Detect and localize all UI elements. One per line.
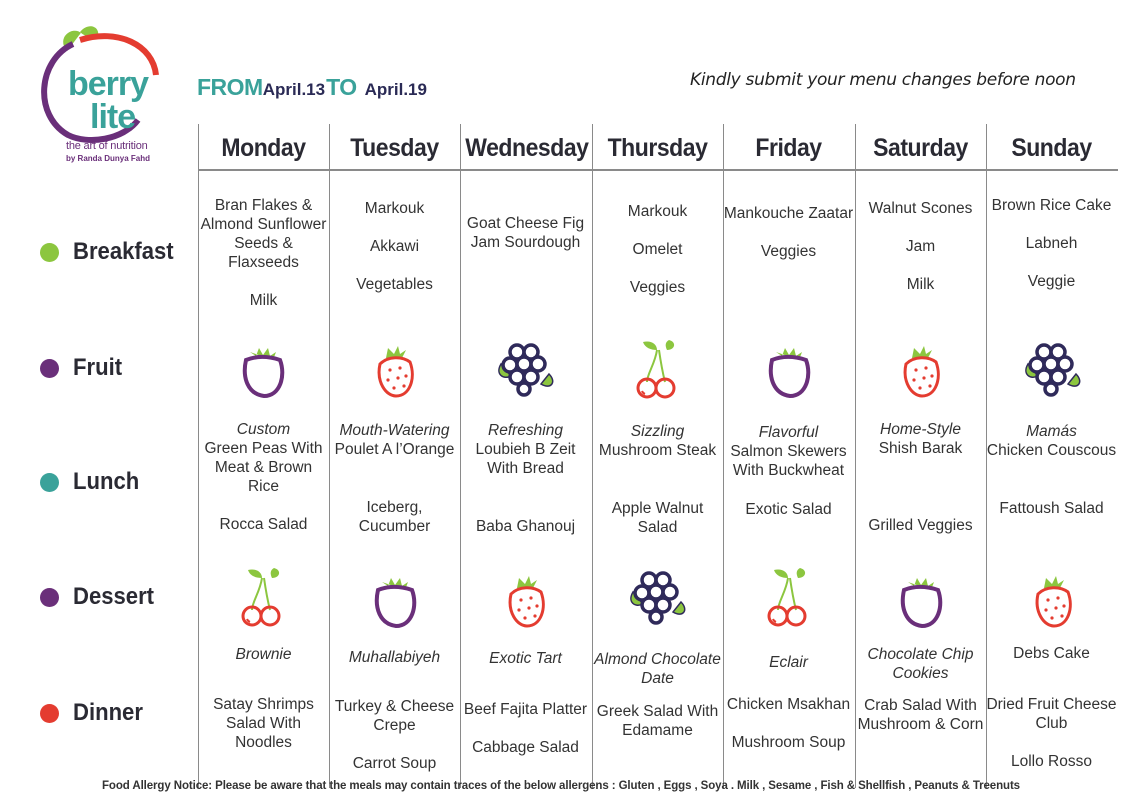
- lunch-monday: [198, 420, 329, 534]
- dinner-wednesday: Beef Fajita Platter Cabbage Salad: [463, 701, 588, 756]
- grapes-icon: [623, 562, 693, 632]
- lunch-wednesday: [460, 421, 591, 536]
- dinner-friday: Chicken Msakhan Mushroom Soup: [726, 696, 851, 751]
- meal-dessert: [40, 583, 161, 611]
- lunch-side: Iceberg, Cucumber: [358, 499, 431, 535]
- plum-icon: [360, 566, 430, 636]
- strawberry-icon: [360, 336, 430, 406]
- meal-dinner: [40, 699, 149, 727]
- lunch-title: Mouth-Watering: [339, 422, 450, 439]
- dessert-saturday: Chocolate Chip Cookies: [867, 646, 974, 682]
- header-divider: [198, 169, 1118, 171]
- grapes-icon: [1018, 334, 1088, 404]
- strawberry-icon: [886, 336, 956, 406]
- lunch-main: Salmon Skewers With Buckwheat: [730, 443, 847, 479]
- day-header-monday: Monday: [221, 134, 306, 162]
- breakfast-thursday: Markouk Omelet Veggies: [627, 203, 688, 296]
- day-header-thursday: Thursday: [607, 134, 708, 162]
- from-date: April.13: [262, 80, 326, 99]
- strawberry-icon: [1018, 566, 1088, 636]
- day-header-sunday: Sunday: [1011, 134, 1092, 162]
- dessert-monday: Brownie: [235, 646, 292, 663]
- dinner-saturday: Crab Salad With Mushroom & Corn: [857, 697, 984, 733]
- menu-change-notice: Kindly submit your menu changes before noon: [690, 70, 1076, 90]
- breakfast-wednesday: Goat Cheese Fig Jam Sourdough: [466, 215, 585, 251]
- dessert-wednesday: Exotic Tart: [489, 650, 562, 667]
- dinner-tuesday: Turkey & Cheese Crepe Carrot Soup: [334, 698, 455, 772]
- lunch-friday: [723, 423, 854, 519]
- dessert-friday: Eclair: [769, 654, 808, 671]
- lunch-tuesday: [329, 421, 460, 536]
- dinner-thursday: Greek Salad With Edamame: [596, 703, 719, 739]
- lunch-thursday: [592, 422, 723, 537]
- logo-tagline: the art of nutrition: [66, 140, 148, 152]
- lunch-title: Flavorful: [758, 424, 819, 441]
- breakfast-dot: [40, 243, 59, 262]
- breakfast-monday: Bran Flakes & Almond Sunflower Seeds & Flaxseeds Milk: [200, 197, 327, 309]
- grapes-icon: [491, 334, 561, 404]
- meal-label: Dinner: [73, 699, 143, 726]
- fruit-dot: [40, 359, 59, 378]
- breakfast-tuesday: Markouk Akkawi Vegetables: [356, 200, 433, 293]
- to-date: April.19: [364, 80, 427, 99]
- dessert-sunday: Debs Cake: [1013, 645, 1090, 662]
- date-range: [197, 74, 427, 101]
- to-label: TO: [326, 74, 357, 100]
- lunch-side: Grilled Veggies: [868, 517, 973, 534]
- logo-byline: by Randa Dunya Fahd: [66, 154, 151, 163]
- cherry-icon: [228, 562, 298, 632]
- lunch-sunday: [986, 422, 1117, 518]
- dinner-sunday: Dried Fruit Cheese Club Lollo Rosso: [986, 696, 1117, 770]
- plum-icon: [754, 336, 824, 406]
- dinner-monday: Satay Shrimps Salad With Noodles: [213, 696, 314, 751]
- lunch-main: Green Peas With Meat & Brown Rice: [204, 440, 323, 495]
- logo-word-lite: lite: [90, 98, 136, 136]
- dessert-thursday: Almond Chocolate Date: [594, 651, 721, 687]
- lunch-saturday: [855, 420, 986, 535]
- meal-label: Breakfast: [73, 238, 174, 265]
- lunch-side: Rocca Salad: [219, 516, 308, 533]
- meal-label: Fruit: [73, 354, 123, 381]
- lunch-main: Chicken Couscous: [986, 442, 1117, 459]
- lunch-side: Exotic Salad: [745, 501, 832, 518]
- lunch-main: Shish Barak: [878, 440, 963, 457]
- plum-icon: [228, 336, 298, 406]
- dessert-tuesday: Muhallabiyeh: [348, 649, 441, 666]
- lunch-title: Sizzling: [630, 423, 685, 440]
- lunch-dot: [40, 473, 59, 492]
- plum-icon: [886, 566, 956, 636]
- lunch-side: Apple Walnut Salad: [611, 500, 704, 536]
- logo-word-berry: berry: [68, 65, 149, 103]
- dinner-dot: [40, 704, 59, 723]
- day-header-wednesday: Wednesday: [465, 134, 589, 162]
- lunch-title: Home-Style: [880, 421, 961, 438]
- allergy-notice: Food Allergy Notice: Please be aware that the meals may contain traces of the below allergens : Gluten , Eggs , Soya . Milk , Sesame , Fish & Shellfish , Peanuts & Treenuts: [102, 780, 1020, 792]
- cherry-icon: [623, 334, 693, 404]
- dessert-dot: [40, 588, 59, 607]
- lunch-main: Loubieh B Zeit With Bread: [475, 441, 576, 477]
- meal-fruit: [40, 354, 126, 382]
- meal-label: Lunch: [73, 468, 140, 495]
- lunch-main: Mushroom Steak: [598, 442, 717, 459]
- cherry-icon: [754, 562, 824, 632]
- day-header-friday: Friday: [755, 134, 822, 162]
- breakfast-sunday: Brown Rice Cake Labneh Veggie: [991, 197, 1112, 290]
- lunch-side: Baba Ghanouj: [475, 518, 576, 535]
- meal-label: Dessert: [73, 583, 155, 610]
- lunch-title: Custom: [236, 421, 291, 438]
- breakfast-saturday: Walnut Scones Jam Milk: [868, 200, 973, 293]
- from-label: FROM: [197, 74, 263, 100]
- lunch-main: Poulet A l’Orange: [334, 441, 455, 458]
- lunch-title: Refreshing: [488, 422, 563, 439]
- meal-lunch: [40, 468, 145, 496]
- breakfast-friday: Mankouche Zaatar Veggies: [723, 205, 854, 260]
- lunch-title: Mamás: [1026, 423, 1077, 440]
- day-header-saturday: Saturday: [873, 134, 968, 162]
- meal-breakfast: [40, 238, 182, 266]
- day-header-tuesday: Tuesday: [350, 134, 439, 162]
- strawberry-icon: [491, 566, 561, 636]
- lunch-side: Fattoush Salad: [999, 500, 1104, 517]
